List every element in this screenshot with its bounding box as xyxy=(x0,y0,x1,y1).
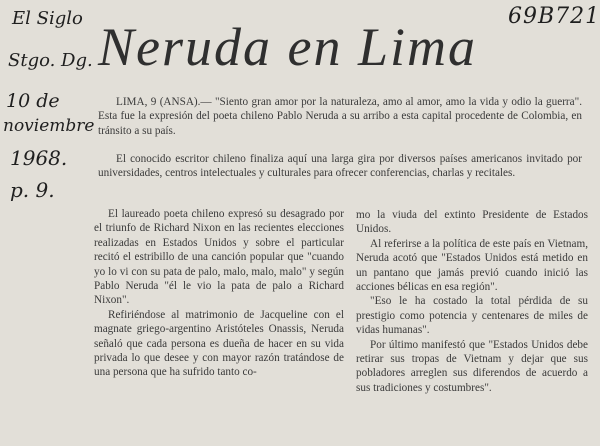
article-lead: LIMA, 9 (ANSA).— "Siento gran amor por la naturaleza, amo al amor, amo la vida y odio la guerra". Esta fue la expresión del poeta chileno Pablo Neruda a su arribo a esta capital procedente de Colombia, en tránsito a su país. xyxy=(98,96,582,137)
article-paragraph: mo la viuda del extinto Presidente de Estados Unidos. xyxy=(356,209,588,236)
article-paragraph: "Eso le ha costado la total pérdida de su prestigio como potencia y centenares de miles de vidas humanas". xyxy=(356,295,588,337)
handwritten-page: p. 9. xyxy=(10,178,55,202)
article-paragraph: Refiriéndose al matrimonio de Jacqueline con el magnate griego-argentino Aristóteles Onassis, Neruda señaló que cada persona es dueña de hacer en su vida privada lo que desee y con mayor razón tratándose de una persona que ha sufrido tanto co- xyxy=(94,308,344,379)
article-paragraph: El conocido escritor chileno finaliza aquí una larga gira por diversos países americanos invitado por universidades, centros intelectuales y culturales para ofrecer conferencias, charlas y recitales. xyxy=(98,153,582,180)
article-column-left xyxy=(94,207,344,380)
handwritten-catalog-number: 69B721 xyxy=(508,4,600,29)
article-paragraph: El laureado poeta chileno expresó su desagrado por el triunfo de Richard Nixon en las recientes elecciones realizadas en Estados Unidos y sobre el particular recitó el estribillo de una canción popular que "cuando yo lo vi con su pata de palo, malo, malo, malo" y según Pablo Neruda "él le vio la pata de palo a Richard Nixon". xyxy=(94,208,344,307)
article-paragraph: Por último manifestó que "Estados Unidos debe retirar sus tropas de Vietnam y dejar que sus pobladores arreglen sus diferendos de acuerdo a sus tradiciones y costumbres". xyxy=(356,338,588,394)
handwritten-source: El Siglo xyxy=(12,8,83,29)
handwritten-month: noviembre xyxy=(3,116,95,136)
article-column-right xyxy=(356,208,588,395)
handwritten-year: 1968. xyxy=(10,146,68,170)
article-headline: Neruda en Lima xyxy=(98,17,477,77)
article-paragraph: Al referirse a la política de este país en Vietnam, Neruda acotó que "Estados Unidos está metido en un pantano que jamás previó cuando inició las acciones bélicas en esa región". xyxy=(356,237,588,294)
handwritten-day: 10 de xyxy=(6,90,60,112)
handwritten-city: Stgo. Dg. xyxy=(8,50,93,71)
